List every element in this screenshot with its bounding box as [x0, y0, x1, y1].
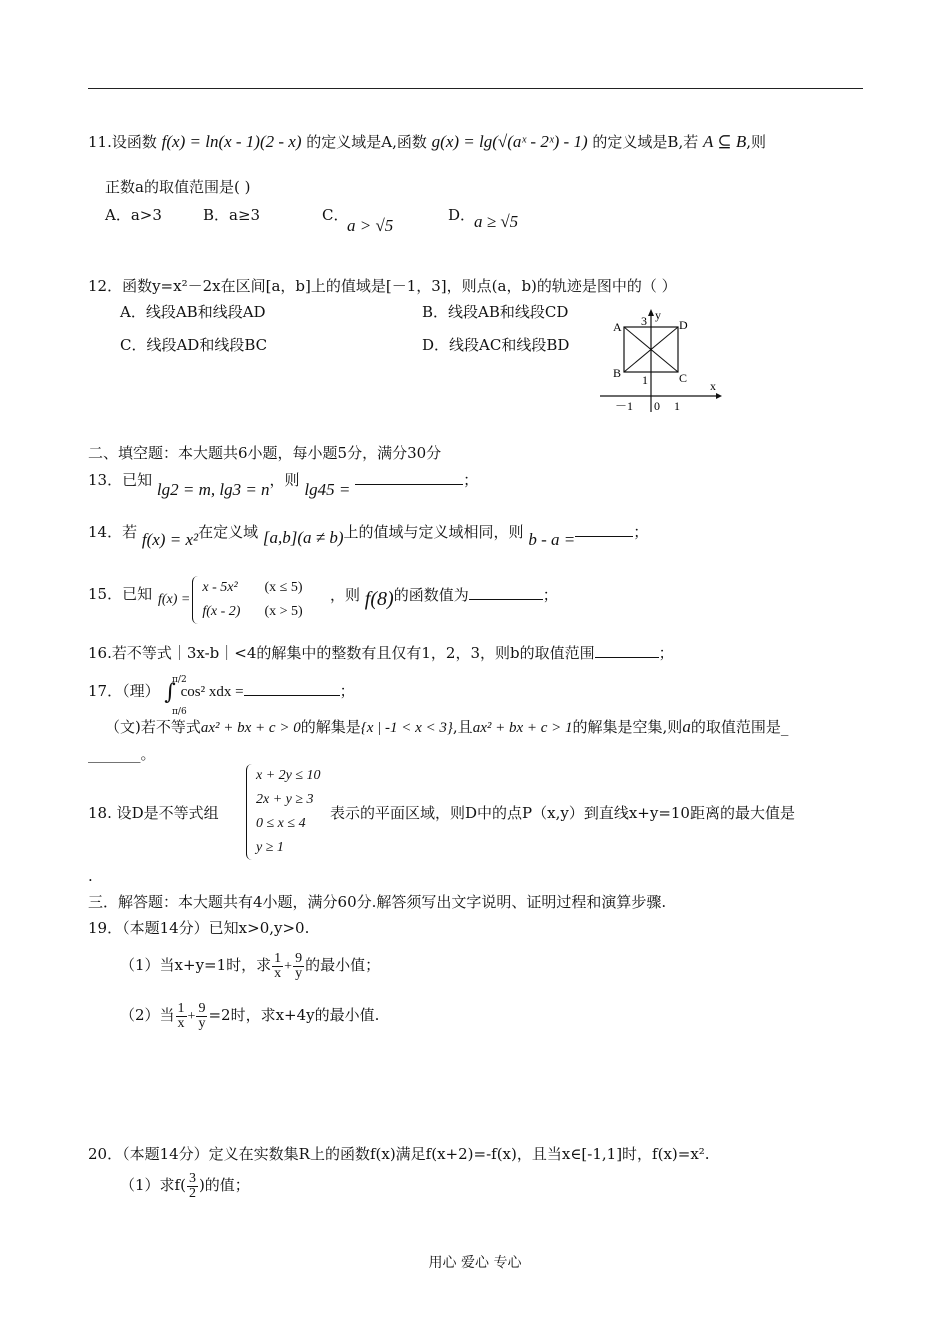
q15-brace — [192, 576, 199, 624]
q15-label: 15．已知 — [88, 585, 153, 603]
section-2-heading: 二、填空题：本大题共6小题，每小题5分，满分30分 — [88, 444, 442, 462]
q18-system — [246, 764, 321, 860]
q20-text: （1）求f( — [120, 1176, 186, 1194]
q11-condition: A ⊆ B — [703, 132, 747, 151]
q19-text: 的最小值； — [305, 956, 381, 974]
numerator: 1 — [177, 1000, 185, 1016]
q13 — [88, 470, 479, 499]
q17-wen-text: 的解集是空集,则 — [572, 718, 683, 736]
q15-case1: x - 5x² — [202, 580, 238, 595]
q14-answer-blank[interactable] — [575, 522, 633, 537]
denominator: x — [177, 1015, 185, 1031]
label-neg1: －1 — [615, 399, 634, 413]
q18-brace — [246, 764, 253, 860]
q11-function-g: g(x) = lg(√(aˣ - 2ˣ) - 1) — [431, 132, 588, 151]
q18-row: 2x + y ≥ 3 — [256, 792, 314, 807]
q17-label: 17．（理） — [88, 682, 160, 700]
q11-text: 的定义域是B,若 — [592, 133, 699, 151]
q13-text: 13．已知 — [88, 471, 153, 489]
q17-ineq1: ax² + bx + c > 0 — [200, 720, 301, 736]
q17-wen-text: 的取值范围是_ — [690, 718, 789, 736]
plus-sign: + — [284, 959, 293, 974]
q12-option-b: B．线段AB和线段CD — [422, 303, 569, 321]
q15-cond1: (x ≤ 5) — [264, 580, 303, 595]
q15-end: ； — [542, 586, 558, 604]
q11-option-b: B．a≥3 — [203, 206, 261, 224]
q18-row: y ≥ 1 — [256, 840, 284, 855]
q15-answer-blank[interactable] — [469, 585, 543, 600]
label-c: C — [679, 371, 688, 385]
q13-text: ，则 — [269, 471, 300, 489]
label-x: x — [710, 379, 716, 393]
q17-end: ； — [339, 682, 355, 700]
top-rule — [88, 88, 863, 89]
q12-figure — [596, 308, 726, 418]
q20-part1 — [120, 1165, 250, 1205]
fraction-1-over-x — [272, 952, 283, 981]
label-1-inner: 1 — [642, 373, 648, 387]
q17-wen-blank[interactable]: _______。 — [88, 745, 156, 763]
denominator: y — [198, 1015, 206, 1031]
label-y: y — [655, 308, 661, 322]
q19-stem: 19．（本题14分）已知x>0,y>0. — [88, 919, 310, 937]
denominator: x — [274, 965, 282, 981]
q18-row: x + 2y ≤ 10 — [256, 768, 321, 783]
q16 — [88, 643, 674, 663]
page-footer: 用心 爱心 专心 — [428, 1255, 522, 1271]
q19-text: （2）当 — [120, 1006, 175, 1024]
q14-text: 14．若 — [88, 523, 138, 541]
q11-line2: 正数a的取值范围是( ) — [105, 178, 251, 196]
q17-wen-text: （文)若不等式 — [105, 718, 201, 736]
label-d: D — [679, 318, 688, 332]
q11-option-c: C． — [322, 206, 349, 224]
q12-option-a: A．线段AB和线段AD — [120, 303, 266, 321]
q17-upper-limit: π/2 — [172, 675, 187, 685]
q18-text: 表示的平面区域，则D中的点P（x,y）到直线x+y=10距离的最大值是 — [330, 804, 795, 822]
q14-function: f(x) = x² — [141, 530, 199, 549]
q13-given: lg2 = m, lg3 = n — [156, 480, 270, 499]
q14-text: 在定义域 — [198, 523, 259, 541]
label-b: B — [613, 366, 622, 380]
q15-text: 的函数值为 — [393, 586, 469, 604]
q18-label: 18. 设D是不等式组 — [88, 804, 219, 822]
label-a: A — [613, 320, 622, 334]
q15-f8: f(8) — [364, 588, 394, 610]
numerator: 9 — [198, 1000, 206, 1016]
q19-part1 — [120, 945, 380, 987]
q12-option-d: D．线段AC和线段BD — [422, 336, 570, 354]
plus-sign: + — [187, 1009, 196, 1024]
q13-answer-blank[interactable] — [355, 470, 463, 485]
q17-wen-text: 的解集是 — [300, 718, 361, 736]
q17-set: {x | -1 < x < 3} — [360, 720, 453, 736]
q13-end: ； — [463, 471, 479, 489]
fraction-9-over-y — [293, 952, 304, 981]
label-1: 1 — [674, 399, 680, 413]
q18-dot: . — [88, 867, 93, 885]
q19-text: （1）当x+y=1时，求 — [120, 956, 272, 974]
q17-integrand: cos² xdx = — [180, 684, 244, 700]
q11-option-c-value: a > √5 — [347, 216, 394, 235]
q15-tail — [330, 584, 558, 610]
q16-text: 16.若不等式｜3x-b｜<4的解集中的整数有且仅有1，2，3，则b的取值范围 — [88, 644, 595, 662]
q16-answer-blank[interactable] — [595, 643, 659, 658]
q13-expression: lg45 = — [304, 480, 351, 499]
x-axis-arrow — [716, 393, 722, 399]
fraction-9-over-y — [196, 1002, 207, 1031]
q15-piecewise — [192, 576, 302, 624]
q11-function-f: f(x) = ln(x - 1)(2 - x) — [161, 132, 302, 151]
q17-wen — [105, 717, 788, 738]
q20-text: )的值； — [198, 1176, 250, 1194]
q17-ineq2: ax² + bx + c > 1 — [472, 720, 573, 736]
q15-fx: f(x) = — [158, 592, 191, 607]
q18-row: 0 ≤ x ≤ 4 — [256, 816, 306, 831]
integral-sign: ∫ — [164, 680, 176, 705]
q11-option-a: A．a>3 — [105, 206, 162, 224]
q12-option-c: C．线段AD和线段BC — [120, 336, 268, 354]
numerator: 9 — [295, 950, 303, 966]
denominator: 2 — [188, 1185, 196, 1201]
denominator: y — [295, 965, 303, 981]
q11-text: 的定义域是A,函数 — [306, 133, 427, 151]
q11-option-d: D． — [448, 206, 476, 224]
q11-number: 11. — [88, 133, 112, 151]
q14 — [88, 522, 649, 549]
fraction-3-over-2 — [187, 1172, 198, 1201]
q15 — [158, 576, 303, 624]
label-0: 0 — [654, 399, 660, 413]
q20-stem: 20．（本题14分）定义在实数集R上的函数f(x)满足f(x+2)=-f(x)，且当x∈[-1,1]时，f(x)=x². — [88, 1145, 710, 1163]
q11-text: 设函数 — [111, 133, 157, 151]
q11-line1 — [88, 132, 766, 152]
numerator: 3 — [188, 1170, 196, 1186]
q15-cond2: (x > 5) — [264, 604, 303, 619]
q14-domain: [a,b](a ≠ b) — [262, 528, 344, 547]
q15-case2: f(x - 2) — [202, 604, 241, 619]
numerator: 1 — [274, 950, 282, 966]
q19-text: =2时，求x+4y的最小值. — [208, 1006, 380, 1024]
q15-text: ，则 — [330, 586, 361, 604]
q17-wen-text: ,且 — [452, 718, 473, 736]
q17-answer-blank[interactable] — [244, 681, 340, 696]
q14-expression: b - a = — [528, 530, 576, 549]
section-3-heading: 三．解答题：本大题共有4小题，满分60分.解答须写出文字说明、证明过程和演算步骤. — [88, 893, 667, 911]
q14-end: ； — [633, 523, 649, 541]
y-axis-arrow — [648, 309, 654, 316]
label-3: 3 — [641, 314, 647, 328]
q19-part2 — [120, 995, 379, 1037]
q11-text: ,则 — [746, 133, 766, 151]
q17-li — [88, 675, 355, 717]
q17-a: a — [682, 717, 691, 736]
q14-text: 上的值域与定义域相同，则 — [343, 523, 524, 541]
fraction-1-over-x — [176, 1002, 187, 1031]
q11-option-d-value: a ≥ √5 — [474, 212, 519, 231]
q17-lower-limit: π/6 — [172, 707, 187, 717]
q16-end: ； — [658, 644, 674, 662]
q12-stem: 12．函数y=x²－2x在区间[a，b]上的值域是[－1，3]，则点(a，b)的轨迹是图中的（ ） — [88, 277, 677, 295]
